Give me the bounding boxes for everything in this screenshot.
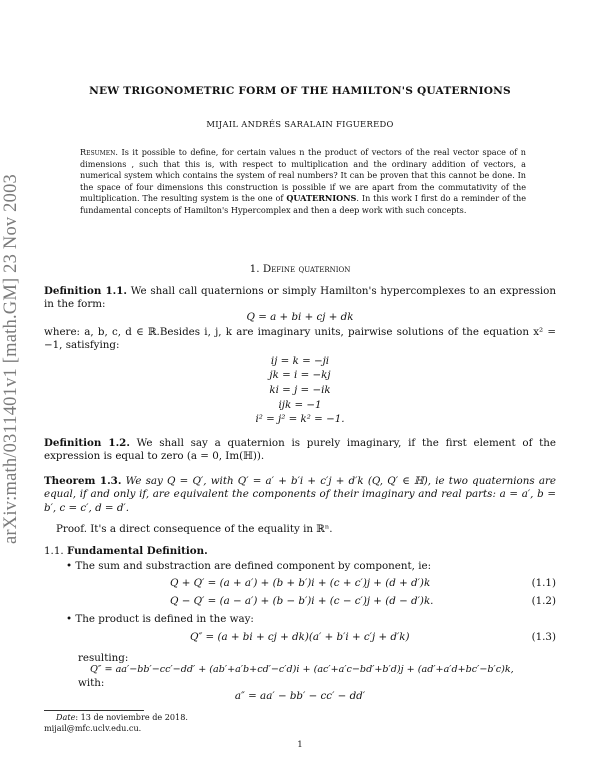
def11-label: Definition 1.1. [44,285,127,297]
bullet-mark-2: • [66,613,76,625]
section-heading [0,263,600,275]
subsection-title: Fundamental Definition. [66,545,208,557]
abstract-bold: QUATERNIONS [286,193,357,204]
definition-1-2 [44,437,556,464]
footnote-date-label: Date [56,712,76,722]
product-result: Q″ = aa′−bb′−cc′−dd′ + (ab′+a′b+cd′−c′d)i + (ac′+a′c−bd′+b′d)j + (ad′+a′d+bc′−b′c)k, [90,664,514,675]
subsection-heading [44,545,556,558]
thm13-text: We say Q = Q′, with Q′ = a′ + b′i + c′j + d′k (Q, Q′ ∈ ℍ), ie two quaternions are equal, if and only if, are equivalent the components of their imaginary and real parts: a = a′, b = b′, c = c′, d = d′. [44,475,556,514]
page-number: 1 [297,740,303,750]
bullet-product-text: The product is defined in the way: [75,613,254,625]
resulting-label: resulting: [78,652,129,664]
rule-5: i² = j² = k² = −1. [255,413,345,425]
footnote-email: mijail@mfc.uclv.edu.cu. [44,723,142,733]
def11-text: We shall call quaternions or simply Hamilton's hypercomplexes to an expression in the form: [44,285,556,311]
rule-1: ij = k = −ji [270,355,330,367]
equation-1-3: Q″ = (a + bi + cj + dk)(a′ + b′i + c′j + d′k) [190,631,410,643]
proof: Proof. It's a direct consequence of the equality in ℝⁿ. [56,523,333,535]
equation-1-3-tag: (1.3) [531,631,556,643]
footnote-date [56,712,188,723]
abstract-label: Resumen. [80,147,118,157]
equation-1-1-tag: (1.1) [531,577,556,589]
section-title: Define quaternion [262,263,351,275]
thm13-label: Theorem 1.3. [44,475,122,487]
equation-1-2: Q − Q′ = (a − a′) + (b − b′)i + (c − c′)j + (d − d′)k. [170,595,434,607]
theorem-1-3 [44,475,556,515]
footnote-rule [44,710,144,711]
arxiv-stamp: arXiv:math/0311401v1 [math.GM] 23 Nov 2003 [1,174,21,544]
abstract [80,147,526,217]
author: MIJAIL ANDRÉS SARALAIN FIGUEREDO [206,119,394,129]
abstract-text-1: Is it possible to define, for certain values n the product of vectors of the real vector space of n dimensions , such that this is, with respect to multiplication and the ordinary addition of vectors, a numerical system which contains the system of real numbers? It can be proven that this cannot be done. In the space of four dimensions this construction is possible if we are apart from the commutativity of the multiplication. The resulting system is the one of [80,147,526,204]
abstract-text-2: . In this work I first do a reminder of the fundamental concepts of Hamilton's Hypercomplex and then a deep work with such concepts. [80,193,526,215]
paper-title: NEW TRIGONOMETRIC FORM OF THE HAMILTON'S QUATERNIONS [89,85,511,97]
definition-1-1 [44,285,556,312]
with-label: with: [78,677,105,689]
a-double-prime-equation: a″ = aa′ − bb′ − cc′ − dd′ [234,690,366,702]
bullet-sum [66,560,556,573]
bullet-product [66,613,556,626]
rule-4: ijk = −1 [278,399,322,411]
subsection-number: 1.1. [44,545,64,557]
def12-label: Definition 1.2. [44,437,130,449]
section-number: 1. [249,263,260,275]
equation-1-1: Q + Q′ = (a + a′) + (b + b′)i + (c + c′)j + (d + d′)k [170,577,431,589]
footnote-date-value: : 13 de noviembre de 2018. [75,712,188,722]
def11-where: where: a, b, c, d ∈ ℝ.Besides i, j, k are imaginary units, pairwise solutions of the equation x² = −1, satisfying: [44,326,556,352]
equation-1-2-tag: (1.2) [531,595,556,607]
rule-3: ki = j = −ik [269,384,331,396]
def11-equation: Q = a + bi + cj + dk [246,311,354,323]
bullet-sum-text: The sum and substraction are defined component by component, ie: [75,560,432,572]
def12-text: We shall say a quaternion is purely imaginary, if the first element of the expression is equal to zero (a = 0, Im(ℍ)). [44,437,556,463]
bullet-mark-1: • [66,560,76,572]
rule-2: jk = i = −kj [269,369,331,381]
